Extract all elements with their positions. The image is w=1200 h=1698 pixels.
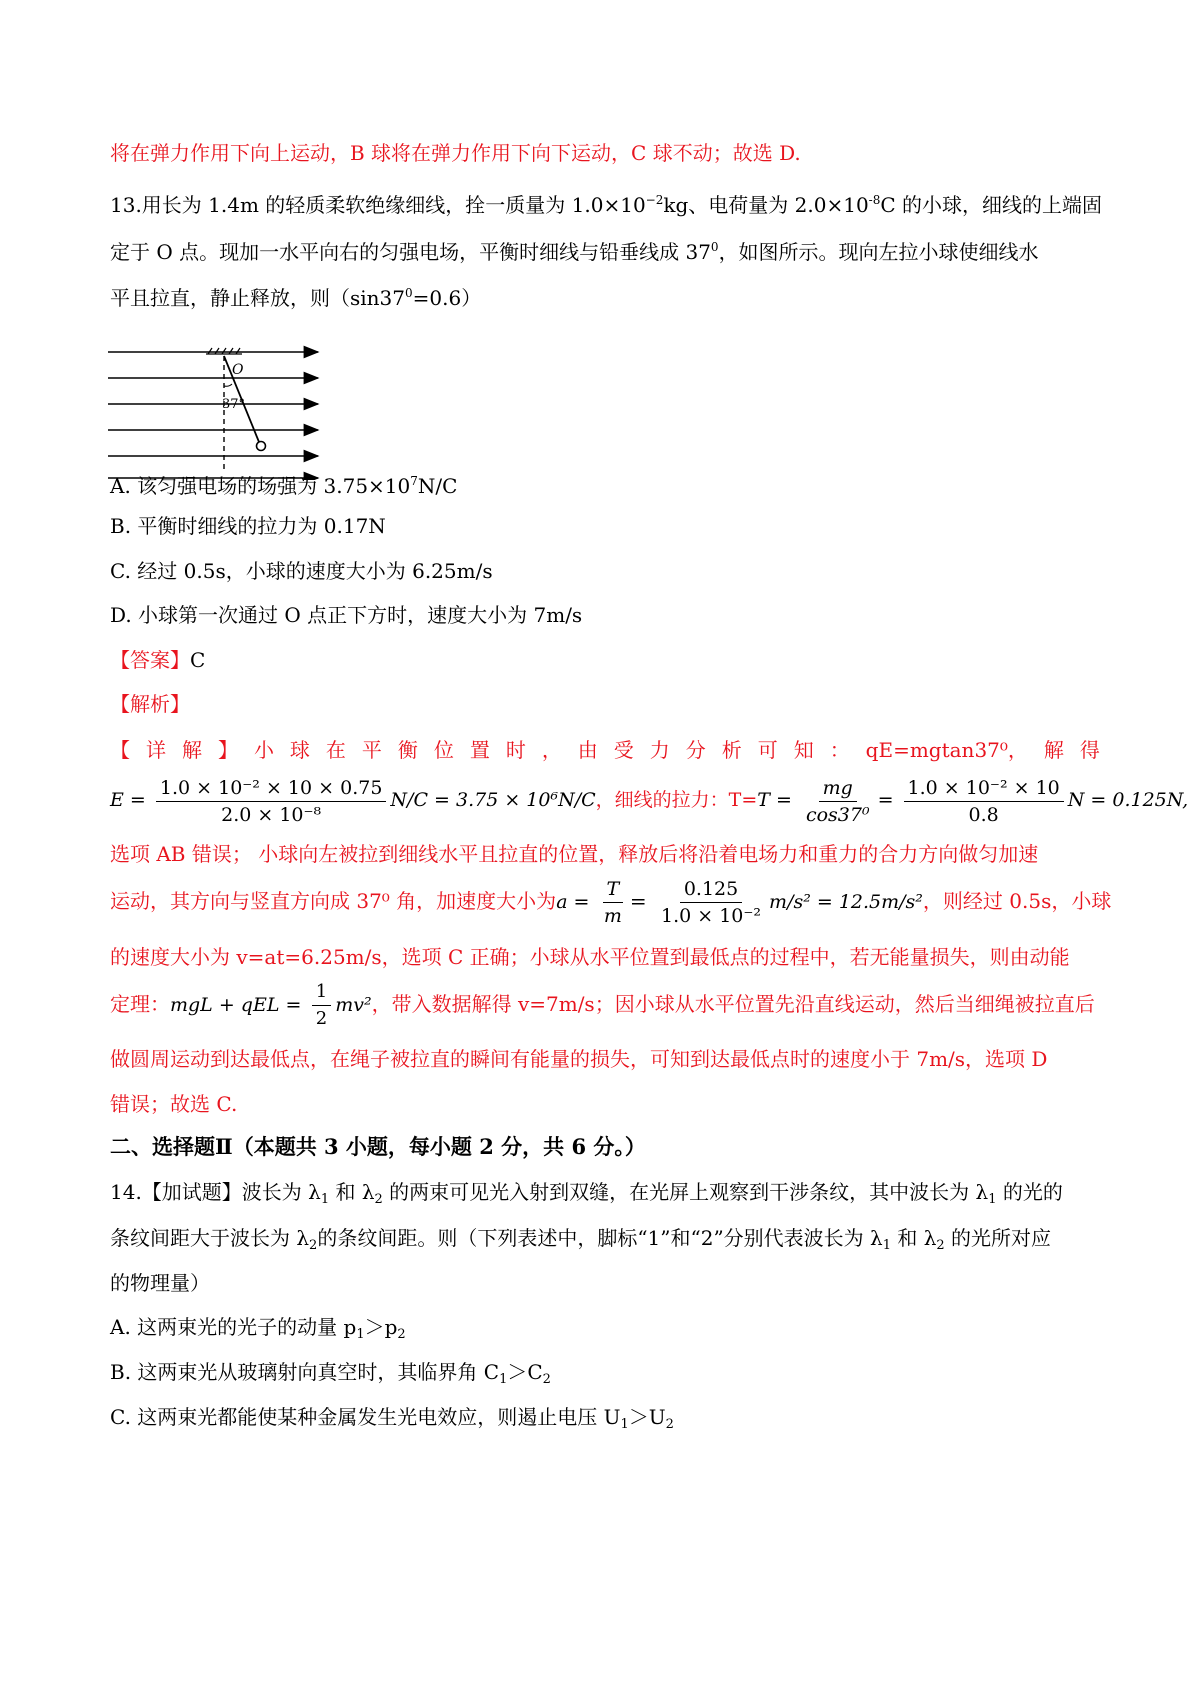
q13-option-d: D. 小球第一次通过 O 点正下方时，速度大小为 7m/s	[110, 603, 583, 627]
q13-option-b: B. 平衡时细线的拉力为 0.17N	[110, 514, 386, 538]
answer-label: 【答案】	[110, 648, 190, 672]
explanation-line-acceleration: 运动，其方向与竖直方向成 37⁰ 角，加速度大小为a = $\frac{T}{m}$ = $\frac{0.125}{\text{1.0 × 10⁻²}}$ m/s² = 12.5m/s²，则经过 0.5s，小球	[110, 878, 1112, 927]
q13-option-a: A. 该匀强电场的场强为 $3.75\times 10^7N/C$	[110, 474, 458, 498]
explanation-line-final: 错误；故选 C.	[110, 1092, 238, 1116]
q14-stem-line3: 的物理量）	[110, 1271, 210, 1295]
section-2-title: 二、选择题Ⅱ（本题共 3 小题，每小题 2 分，共 6 分。）	[110, 1134, 646, 1159]
charged-ball	[257, 442, 266, 451]
explanation-line-circle: 做圆周运动到达最低点，在绳子被拉直的瞬间有能量的损失，可知到达最低点时的速度小于 7m/s，选项 D	[110, 1047, 1048, 1071]
q13-stem-line3: 平且拉直，静止释放，则$(\sin 37^0=0.6)$	[110, 286, 482, 310]
explanation-line-energy: 定理：mgL + qEL = $\frac{1}{2}$ mv²，带入数据解得 v=7m/s；因小球从水平位置先沿直线运动，然后当细绳被拉直后	[110, 981, 1095, 1029]
q14-stem-line1: 14.【加试题】波长为 $\lambda_1$ 和 $\lambda_2$ 的两束可见光入射到双缝，在光屏上观察到干涉条纹，其中波长为 $\lambda_1$ 的光的	[110, 1180, 1063, 1207]
equation-line-field-and-tension: E = $\frac{\text{1.0 × 10⁻² × 10 × 0.75}}{\text{2.0 × 10⁻⁸}}$ N/C = 3.75 × 10⁶N/C，细线的拉力：T=T = $\frac{mg}{\text{cos37⁰}}$ = $\frac{\text{1.0 × 10⁻² × 10}}{0.8}$ N = 0.125N,	[110, 776, 1189, 826]
q13-answer	[110, 646, 205, 674]
pendulum-field-diagram	[108, 340, 348, 480]
field-lines	[108, 352, 318, 478]
q13-option-c: C. 经过 0.5s，小球的速度大小为 6.25m/s	[110, 559, 493, 583]
q14-option-b: B. 这两束光从玻璃射向真空时，其临界角 $C_1>C_2$	[110, 1360, 551, 1387]
analysis-label: 【解析】	[110, 692, 190, 716]
q13-stem-line2: 定于 O 点。现加一水平向右的匀强电场，平衡时细线与铅垂线成 $37^0$，如图所示。现向左拉小球使细线水	[110, 240, 1039, 264]
angle-label: 37°	[222, 397, 246, 412]
detail-intro-line: 【 详 解 】 小 球 在 平 衡 位 置 时 ， 由 受 力 分 析 可 知 ： qE=mgtan37⁰， 解 得	[110, 738, 1100, 762]
q13-stem-line1: 13.用长为 1.4m 的轻质柔软绝缘细线，拴一质量为 $1.0\times 10^{-2}kg$、电荷量为 $2.0\times 10^{-8}C$ 的小球，细线的上端固	[110, 193, 1103, 217]
explanation-line-velocity: 的速度大小为 v=at=6.25m/s，选项 C 正确；小球从水平位置到最低点的过程中，若无能量损失，则由动能	[110, 945, 1070, 969]
answer-value: C	[190, 648, 206, 672]
q14-option-a: A. 这两束光的光子的动量 $p_1>p_2$	[110, 1315, 406, 1342]
q14-stem-line2: 条纹间距大于波长为 $\lambda_2$的条纹间距。则（下列表述中，脚标“1”和“2”分别代表波长为 $\lambda_1$ 和 $\lambda_2$ 的光所对应	[110, 1226, 1052, 1253]
angle-arc	[224, 384, 232, 386]
point-o-label: O	[232, 362, 244, 378]
ceiling-support	[206, 348, 242, 354]
explanation-line-ab: 选项 AB 错误； 小球向左被拉到细线水平且拉直的位置，释放后将沿着电场力和重力的合力方向做匀加速	[110, 842, 1039, 866]
q14-option-c: C. 这两束光都能使某种金属发生光电效应，则遏止电压 $U_1>U_2$	[110, 1405, 674, 1432]
previous-answer-end: 将在弹力作用下向上运动，B 球将在弹力作用下向下运动，C 球不动；故选 D.	[110, 141, 801, 165]
